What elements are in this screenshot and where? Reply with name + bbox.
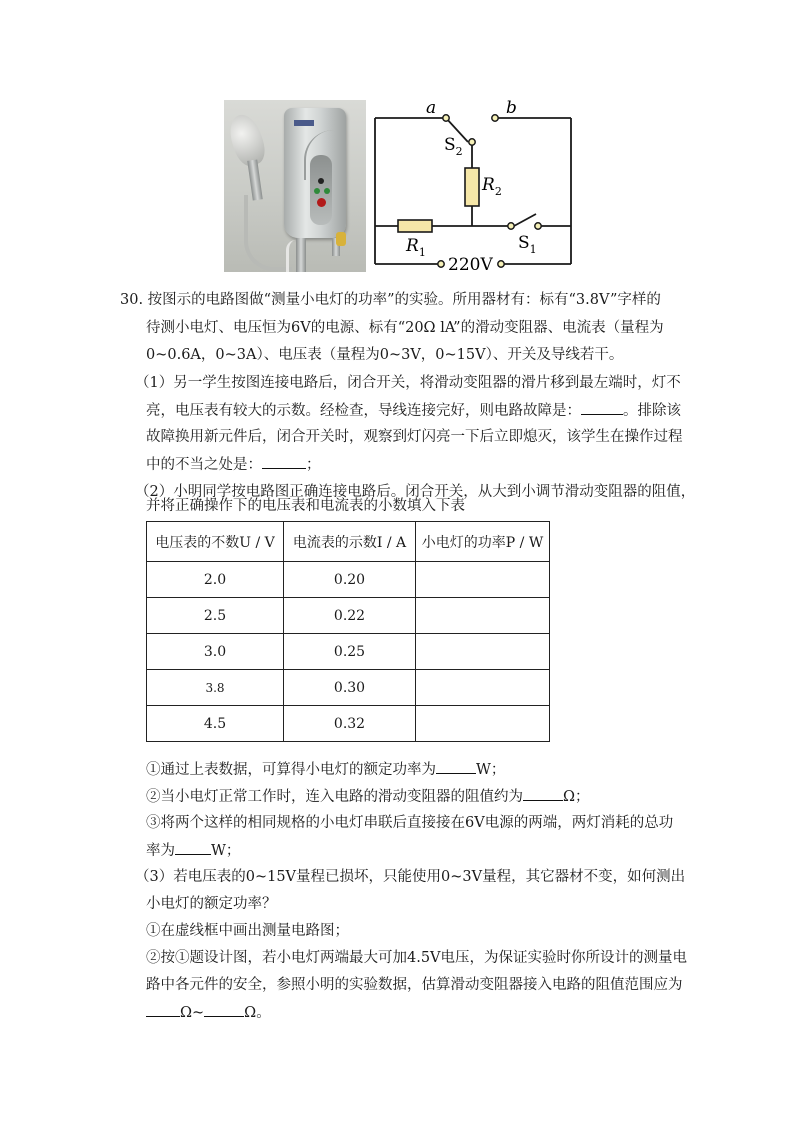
answer-blank-min-resistance[interactable] xyxy=(146,1002,180,1017)
answer-blank-rated-power[interactable] xyxy=(436,759,476,774)
answer-blank-improper[interactable] xyxy=(262,454,306,469)
header-current: 电流表的示数I / A xyxy=(284,522,416,562)
header-power: 小电灯的功率P / W xyxy=(416,522,550,562)
label-s2: $S_2$ xyxy=(444,135,463,158)
label-r2: $R_2$ xyxy=(482,175,502,198)
cell-power[interactable] xyxy=(416,598,550,634)
brand-logo xyxy=(294,120,314,126)
sub-question-1: ①通过上表数据，可算得小电灯的额定功率为 W； xyxy=(146,759,505,780)
part3-sub-2-line-3: Ω~ Ω。 xyxy=(146,1002,271,1023)
label-r1: $R_1$ xyxy=(406,236,426,259)
question-line-3: 0~0.6A，0~3A）、电压表（量程为0~3V，0~15V）、开关及导线若干。 xyxy=(146,347,624,363)
cell-current: 0.25 xyxy=(284,634,416,670)
cell-power[interactable] xyxy=(416,706,550,742)
question-line-1 xyxy=(120,290,661,310)
label-220v: 220V xyxy=(448,255,493,275)
part3-sub-2-line-1: ②按①题设计图，若小电灯两端最大可加4.5V电压，为保证实验时你所设计的测量电 xyxy=(146,950,688,966)
terminal-s1-left xyxy=(508,223,514,229)
terminal-a xyxy=(443,115,449,121)
stem-line1a: 按图示的电路图做“测量小电灯的功率”的实验。所用器材有：标有“ xyxy=(147,292,576,308)
switch-s1-blade xyxy=(514,214,536,226)
table-row xyxy=(147,598,550,634)
answer-blank-resistance[interactable] xyxy=(523,786,563,801)
stem-rating: 3.8V xyxy=(575,292,610,308)
brass-valve xyxy=(336,232,346,246)
indicator-light-top xyxy=(318,178,324,184)
table-row xyxy=(147,670,550,706)
part2-line-1: （2）小明同学按电路图正确连接电路后。闭合开关，从大到小调节滑动变阻器的阻值， xyxy=(135,484,696,500)
data-table xyxy=(146,521,550,742)
indicator-light-green xyxy=(314,188,320,194)
table-header-row xyxy=(147,522,550,562)
resistor-r1 xyxy=(398,220,432,232)
cell-current: 0.20 xyxy=(284,562,416,598)
label-s1: $S_1$ xyxy=(518,233,537,256)
resistor-r2 xyxy=(465,168,479,206)
sub-question-2: ②当小电灯正常工作时，连入电路的滑动变阻器的阻值约为 Ω； xyxy=(146,786,590,807)
terminal-source-right xyxy=(498,261,504,267)
power-button xyxy=(317,198,326,207)
cell-voltage: 3.0 xyxy=(147,634,284,670)
cell-current: 0.30 xyxy=(284,670,416,706)
stem-rheostat: 20Ω lA xyxy=(405,320,454,336)
part3-line-1: （3）若电压表的0~15V量程已损坏，只能使用0~3V量程，其它器材不变，如何测出 xyxy=(135,869,686,885)
cell-voltage: 2.0 xyxy=(147,562,284,598)
stem-line1b: ”字样的 xyxy=(609,292,661,308)
label-a: a xyxy=(426,98,437,118)
cell-voltage: 4.5 xyxy=(147,706,284,742)
cell-voltage: 2.5 xyxy=(147,598,284,634)
question-number: 30. xyxy=(120,292,144,308)
table-row xyxy=(147,634,550,670)
indicator-light-green-2 xyxy=(324,188,330,194)
part1-line-3: 故障换用新元件后，闭合开关时，观察到灯闪亮一下后立即熄灭，该学生在操作过程 xyxy=(146,429,683,445)
terminal-s2-pivot xyxy=(469,139,475,145)
cell-power[interactable] xyxy=(416,634,550,670)
part1-line-1: （1）另一学生按图连接电路后，闭合开关，将滑动变阻器的滑片移到最左端时，灯不 xyxy=(135,375,681,391)
sub-question-3-line-2: 率为 W； xyxy=(146,840,240,861)
part3-sub-2-line-2: 路中各元件的安全，参照小明的实验数据，估算滑动变阻器接入电路的阻值范围应为 xyxy=(146,977,683,993)
cell-current: 0.22 xyxy=(284,598,416,634)
sub-question-3-line-1: ③将两个这样的相同规格的小电灯串联后直接接在6V电源的两端，两灯消耗的总功 xyxy=(146,815,674,831)
table-row xyxy=(147,562,550,598)
cell-voltage: 3.8 xyxy=(147,670,284,706)
part3-line-2: 小电灯的额定功率？ xyxy=(146,896,277,912)
cable xyxy=(286,240,303,272)
header-voltage: 电压表的不数U / V xyxy=(147,522,284,562)
part1-line-4: 中的不当之处是： ； xyxy=(146,454,321,475)
question-line-2: 待测小电灯、电压恒为6V的电源、标有“20Ω lA”的滑动变阻器、电流表（量程为 xyxy=(146,320,664,336)
terminal-b xyxy=(492,115,498,121)
terminal-source-left xyxy=(438,261,444,267)
cell-current: 0.32 xyxy=(284,706,416,742)
water-heater-photo xyxy=(224,100,366,272)
circuit-diagram xyxy=(368,96,578,276)
part2-line-2: 并将正确操作下的电压表和电流表的小数填入下表 xyxy=(146,498,465,514)
part1-line-2: 亮，电压表有较大的示数。经检查，导线连接完好，则电路故障是： 。排除该 xyxy=(146,400,681,421)
part3-sub-1: ①在虚线框中画出测量电路图； xyxy=(146,923,349,939)
terminal-s1-right xyxy=(535,223,541,229)
cell-power[interactable] xyxy=(416,562,550,598)
cell-power[interactable] xyxy=(416,670,550,706)
answer-blank-max-resistance[interactable] xyxy=(204,1002,244,1017)
label-b: b xyxy=(506,98,517,118)
table-row xyxy=(147,706,550,742)
answer-blank-total-power[interactable] xyxy=(175,840,211,855)
answer-blank-fault[interactable] xyxy=(581,400,623,415)
